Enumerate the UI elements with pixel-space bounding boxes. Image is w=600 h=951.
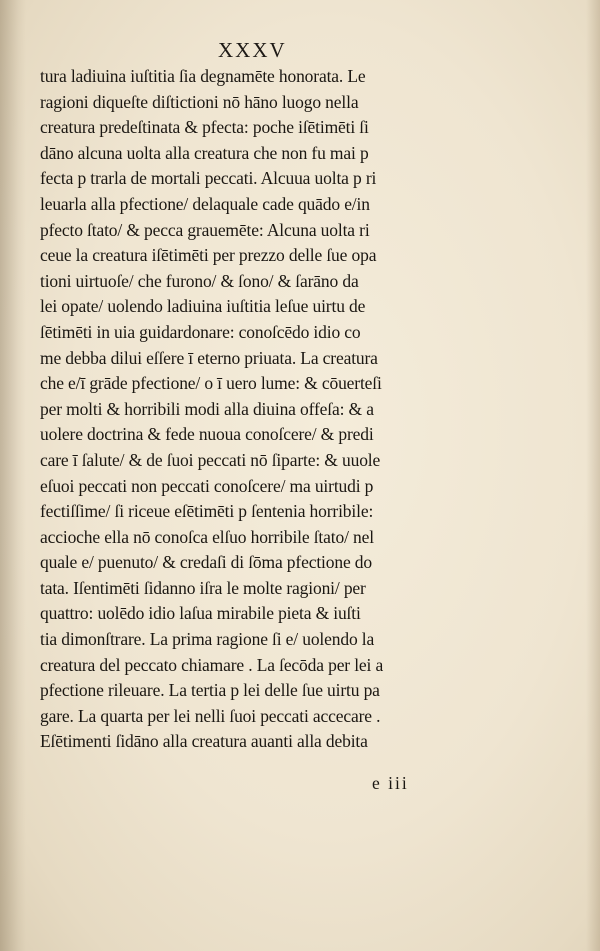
text-line: quale e/ puenuto/ & credaſi di ſōma pfectione do (40, 552, 372, 573)
text-line: per molti & horribili modi alla diuina offeſa: & a (40, 398, 374, 419)
text-line: tioni uirtuoſe/ che furono/ & ſono/ & ſarāno da (40, 270, 359, 291)
text-line: quattro: uolēdo idio laſua mirabile pieta & iuſti (40, 603, 361, 624)
text-line: tia dimonſtrare. La prima ragione ſi e/ uolendo la (40, 629, 375, 650)
spine-shadow (0, 0, 26, 951)
signature-mark: e iii (372, 773, 409, 793)
text-line: tata. Iſentimēti ſidanno iſra le molte ragioni/ per (40, 577, 366, 598)
text-line: tura ladiuina iuſtitia ſia degnamēte honorata. Le (40, 66, 366, 86)
text-block (40, 64, 470, 755)
text-line: accioche ella nō conoſca elſuo horribile ſtato/ nel (40, 526, 374, 547)
text-line: eſuoi peccati non peccati conoſcere/ ma uirtudi p (40, 475, 374, 496)
page-edge-shadow (586, 0, 600, 951)
text-line: care ī ſalute/ & de ſuoi peccati nō ſiparte: & uuole (40, 449, 381, 470)
text-line: creatura predeſtinata & pfecta: poche iſētimēti ſi (40, 117, 369, 138)
text-line: pfecto ſtato/ & pecca grauemēte: Alcuna uolta ri (40, 219, 370, 240)
text-line: gare. La quarta per lei nelli ſuoi peccati accecare . (40, 705, 381, 726)
text-line: creatura del peccato chiamare . La ſecōda per lei a (40, 654, 384, 675)
text-line: dāno alcuna uolta alla creatura che non fu mai p (40, 142, 369, 163)
text-line: leuarla alla pfectione/ delaquale cade quādo e/in (40, 193, 370, 214)
text-line: uolere doctrina & fede nuoua conoſcere/ & predi (40, 424, 374, 445)
text-line: lei opate/ uolendo ladiuina iuſtitia leſue uirtu de (40, 296, 366, 317)
text-line: che e/ī grāde pfectione/ o ī uero lume: & cōuerteſi (40, 373, 382, 394)
text-line: fecta p trarla de mortali peccati. Alcuua uolta p ri (40, 168, 377, 189)
text-line: pfectione rileuare. La tertia p lei delle ſue uirtu pa (40, 680, 380, 701)
running-head-folio: XXXV (218, 38, 287, 62)
text-line: ſētimēti in uia guidardonare: conoſcēdo idio co (40, 321, 361, 342)
text-line: fectiſſime/ ſi riceue eſētimēti p ſentenia horribile: (40, 501, 374, 522)
text-line: Eſētimenti ſidāno alla creatura auanti alla debita (40, 731, 368, 752)
text-line: ceue la creatura iſētimēti per prezzo delle ſue opa (40, 245, 377, 266)
text-line: ragioni diqueſte diſtictioni nō hāno luogo nella (40, 91, 359, 112)
text-line: me debba dilui eſſere ī eterno priuata. La creatura (40, 347, 378, 368)
